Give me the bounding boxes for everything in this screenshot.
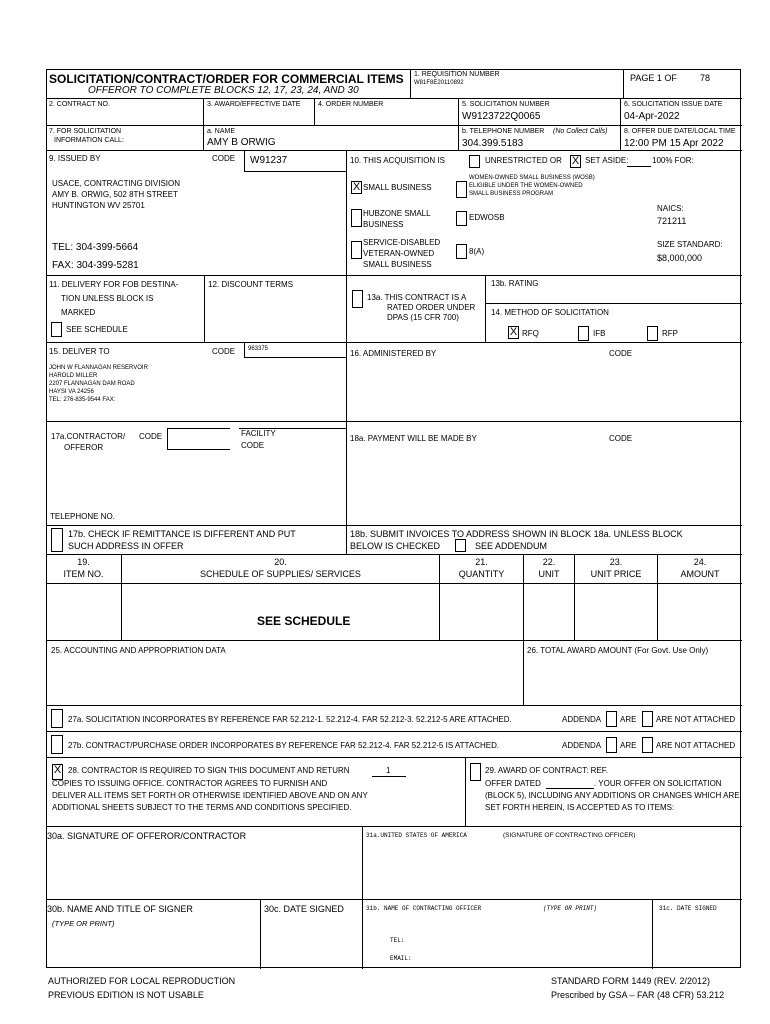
administered-by-cell xyxy=(346,342,742,422)
fob-see-schedule-label: SEE SCHEDULE xyxy=(66,325,128,334)
contact-phone-label: b. TELEPHONE NUMBER xyxy=(462,128,545,135)
offer-due-cell xyxy=(620,125,742,151)
eight-a-label: 8(A) xyxy=(469,247,485,256)
rating-label: 13b. RATING xyxy=(491,279,539,288)
27a-are-not-checkbox[interactable] xyxy=(642,711,653,727)
contact-phone-cell xyxy=(458,125,621,151)
page-cell xyxy=(623,69,742,99)
row-27b xyxy=(46,731,742,758)
page-total: 78 xyxy=(700,73,711,83)
addendum-label: SEE ADDENDUM xyxy=(475,541,548,551)
deliver-to-label: 15. DELIVER TO xyxy=(49,347,110,356)
signature-officer-cell xyxy=(362,826,742,900)
29-checkbox[interactable] xyxy=(470,763,481,781)
officer-name-label: 31b. NAME OF CONTRACTING OFFICER xyxy=(366,905,482,912)
col-unit xyxy=(523,554,575,584)
remittance-checkbox[interactable] xyxy=(51,528,63,552)
discount-label: 12. DISCOUNT TERMS xyxy=(208,280,294,289)
eight-a-checkbox[interactable] xyxy=(456,244,467,259)
deliver-to-code-value: 963375 xyxy=(248,346,269,352)
27a-are: ARE xyxy=(620,715,637,724)
28-line-1: 28. CONTRACTOR IS REQUIRED TO SIGN THIS DOCUMENT AND RETURN xyxy=(68,766,350,775)
invoice-line-1: 18b. SUBMIT INVOICES TO ADDRESS SHOWN IN BLOCK 18a. UNLESS BLOCK xyxy=(350,529,683,539)
name-title-type: (TYPE OR PRINT) xyxy=(52,919,115,928)
date-signed-label: 30c. DATE SIGNED xyxy=(264,904,344,914)
name-title-cell xyxy=(46,899,261,969)
28-copies: 1 xyxy=(386,766,391,775)
issue-date-label: 6. SOLICITATION ISSUE DATE xyxy=(624,101,723,108)
rated-cell xyxy=(346,275,486,343)
rfp-checkbox[interactable] xyxy=(647,326,658,341)
29-date-underline xyxy=(546,788,594,789)
col-item-no xyxy=(46,554,122,584)
issued-by-line-2: AMY B. ORWIG, 502 8TH STREET xyxy=(52,190,178,199)
administered-by-code-label: CODE xyxy=(609,349,633,358)
28-line-4: ADDITIONAL SHEETS SUBJECT TO THE TERMS AND CONDITIONS SPECIFIED. xyxy=(52,803,352,812)
method-label: 14. METHOD OF SOLICITATION xyxy=(491,308,609,317)
deliver-to-line-5: TEL: 276-835-9544 FAX: xyxy=(49,397,116,403)
issued-by-code-value: W91237 xyxy=(250,155,288,166)
rated-line-2: RATED ORDER UNDER xyxy=(387,303,476,312)
offer-due-value: 12:00 PM 15 Apr 2022 xyxy=(624,138,724,149)
requisition-value: W81F8E20110892 xyxy=(414,80,464,86)
small-business-checkbox[interactable]: X xyxy=(352,181,361,193)
set-aside-percent: 100% FOR: xyxy=(652,156,694,165)
deliver-to-line-3: 2207 FLANNAGAN DAM ROAD xyxy=(49,381,135,387)
wosb-line-1: WOMEN-OWNED SMALL BUSINESS (WOSB) xyxy=(469,175,595,181)
signature-officer-label: (SIGNATURE OF CONTRACTING OFFICER) xyxy=(503,832,636,839)
size-standard-label: SIZE STANDARD: xyxy=(657,240,723,249)
col-unit-price xyxy=(574,554,658,584)
form-subtitle: OFFEROR TO COMPLETE BLOCKS 12, 17, 23, 24, AND 30 xyxy=(88,85,359,96)
contact-phone-value: 304.399.5183 xyxy=(462,138,524,149)
payment-label: 18a. PAYMENT WILL BE MADE BY xyxy=(350,434,477,443)
27b-text: 27b. CONTRACT/PURCHASE ORDER INCORPORATES BY REFERENCE FAR 52.212-4. FAR 52.212-5 IS ATTACHED. xyxy=(68,741,500,750)
invoice-cell xyxy=(346,525,742,555)
total-award-cell xyxy=(523,640,742,706)
row-28-cell xyxy=(46,757,466,827)
col-amount-label: AMOUNT xyxy=(680,569,720,579)
row-27a xyxy=(46,705,742,732)
total-award-label: 26. TOTAL AWARD AMOUNT (For Govt. Use Only) xyxy=(527,646,709,655)
usa-label: 31a.UNITED STATES OF AMERICA xyxy=(366,832,467,839)
officer-email: EMAIL: xyxy=(390,955,412,962)
27b-are-not-checkbox[interactable] xyxy=(642,737,653,753)
schedule-unit-cell xyxy=(523,583,575,641)
contract-no-label: 2. CONTRACT NO. xyxy=(49,101,110,108)
27a-addenda: ADDENDA xyxy=(562,715,602,724)
28-copies-underline xyxy=(372,776,406,777)
fob-line-3: MARKED xyxy=(61,308,96,317)
issued-by-line-1: USACE, CONTRACTING DIVISION xyxy=(52,179,181,188)
award-date-cell xyxy=(203,98,315,126)
requisition-cell xyxy=(410,69,624,99)
officer-name-cell xyxy=(362,899,653,969)
acquisition-label: 10. THIS ACQUISITION IS xyxy=(350,156,445,165)
signature-offeror-label: 30a. SIGNATURE OF OFFEROR/CONTRACTOR xyxy=(47,831,247,841)
footer-left-2: PREVIOUS EDITION IS NOT USABLE xyxy=(48,990,204,1000)
issued-by-code-box xyxy=(244,151,347,172)
solicitation-form xyxy=(46,69,741,968)
contractor-code-label: CODE xyxy=(139,432,163,441)
naics-value: 721211 xyxy=(657,216,687,226)
remittance-line-2: SUCH ADDRESS IN OFFER xyxy=(68,541,184,551)
col-item-no-label: ITEM NO. xyxy=(63,569,104,579)
rated-line-3: DPAS (15 CFR 700) xyxy=(387,313,459,322)
col-quantity xyxy=(439,554,524,584)
col-unit-label: UNIT xyxy=(538,569,560,579)
deliver-to-line-2: HAROLD MILLER xyxy=(49,373,98,379)
method-cell xyxy=(485,303,742,343)
order-no-cell xyxy=(314,98,459,126)
wosb-line-3: SMALL BUSINESS PROGRAM xyxy=(469,191,554,197)
sdvosb-line-2: VETERAN-OWNED xyxy=(363,249,435,258)
set-aside-underline xyxy=(627,166,651,167)
contractor-code-box xyxy=(167,428,230,450)
issued-by-tel: TEL: 304-399-5664 xyxy=(52,242,139,253)
contractor-label-2: OFFEROR xyxy=(64,443,104,452)
wosb-checkbox[interactable] xyxy=(456,181,467,198)
edwosb-checkbox[interactable] xyxy=(456,211,467,226)
deliver-to-cell xyxy=(46,342,347,422)
order-no-label: 4. ORDER NUMBER xyxy=(318,101,384,108)
sdvosb-line-1: SERVICE-DISABLED xyxy=(363,238,441,247)
contractor-cell xyxy=(46,421,347,526)
name-title-label: 30b. NAME AND TITLE OF SIGNER xyxy=(47,904,193,914)
footer-left-1: AUTHORIZED FOR LOCAL REPRODUCTION xyxy=(48,976,236,986)
schedule-see-schedule: SEE SCHEDULE xyxy=(257,614,351,628)
naics-label: NAICS: xyxy=(657,204,684,213)
col-quantity-num: 21. xyxy=(475,557,488,567)
col-amount-num: 24. xyxy=(693,557,707,567)
accounting-cell xyxy=(46,640,524,706)
contact-name-label: a. NAME xyxy=(207,128,236,135)
29-line-2: OFFER DATED xyxy=(485,779,541,788)
solicitation-no-cell xyxy=(458,98,621,126)
footer-right-2: Prescribed by GSA – FAR (48 CFR) 53.212 xyxy=(551,990,725,1000)
award-date-label: 3. AWARD/EFFECTIVE DATE xyxy=(207,101,301,108)
page-label: PAGE 1 OF xyxy=(630,73,677,83)
unrestricted-label: UNRESTRICTED OR xyxy=(485,156,562,165)
issue-date-value: 04-Apr-2022 xyxy=(624,111,680,122)
schedule-amount-cell xyxy=(657,583,742,641)
contract-no-cell xyxy=(46,98,204,126)
payment-code-label: CODE xyxy=(609,434,633,443)
solicitation-info-cell xyxy=(46,125,204,151)
remittance-cell xyxy=(46,525,347,555)
facility-code-label-2: CODE xyxy=(241,441,265,450)
officer-tel: TEL: xyxy=(390,937,405,944)
col-quantity-label: QUANTITY xyxy=(458,569,505,579)
col-unit-num: 22. xyxy=(542,557,556,567)
issued-by-cell xyxy=(46,150,347,276)
footer-right-1: STANDARD FORM 1449 (REV. 2/2012) xyxy=(551,976,711,986)
set-aside-label: SET ASIDE: xyxy=(585,156,629,165)
col-unit-price-label: UNIT PRICE xyxy=(590,569,642,579)
fob-line-1: 11. DELIVERY FOR FOB DESTINA- xyxy=(49,280,179,289)
discount-cell xyxy=(204,275,347,343)
rating-cell xyxy=(485,275,742,304)
set-aside-checkbox[interactable]: X xyxy=(571,155,580,167)
col-amount xyxy=(657,554,742,584)
27b-checkbox[interactable] xyxy=(51,735,63,754)
wosb-line-2: ELIGIBLE UNDER THE WOMEN-OWNED xyxy=(469,183,583,189)
issued-by-label: 9. ISSUED BY xyxy=(49,154,101,163)
accounting-label: 25. ACCOUNTING AND APPROPRIATION DATA xyxy=(51,646,226,655)
rated-order-checkbox[interactable] xyxy=(352,290,363,308)
payment-cell xyxy=(346,421,742,526)
officer-date-cell xyxy=(652,899,742,969)
fob-line-2: TION UNLESS BLOCK IS xyxy=(61,294,154,303)
offer-due-label: 8. OFFER DUE DATE/LOCAL TIME xyxy=(624,128,736,135)
title-cell xyxy=(46,69,411,99)
solicitation-no-value: W9123722Q0065 xyxy=(462,111,541,122)
27a-checkbox[interactable] xyxy=(51,709,63,728)
facility-code-label-1: FACILITY xyxy=(241,429,276,438)
fob-see-schedule-checkbox[interactable] xyxy=(51,322,62,337)
unrestricted-checkbox[interactable] xyxy=(469,155,480,168)
invoice-line-2: BELOW IS CHECKED xyxy=(350,541,441,551)
small-business-label: SMALL BUSINESS xyxy=(363,183,432,192)
schedule-unit-price-cell xyxy=(574,583,658,641)
issued-by-code-label: CODE xyxy=(212,154,236,163)
27a-text: 27a. SOLICITATION INCORPORATES BY REFERENCE FAR 52.212-1. 52.212-4. FAR 52.212-3. 52.212-5 ARE ATTACHED. xyxy=(68,715,512,724)
col-unit-price-num: 23. xyxy=(609,557,623,567)
contractor-telephone: TELEPHONE NO. xyxy=(50,512,115,521)
rfq-label: RFQ xyxy=(522,329,539,338)
officer-name-type: (TYPE OR PRINT) xyxy=(543,905,598,912)
deliver-to-line-1: JOHN W FLANNAGAN RESERVOIR xyxy=(49,365,148,371)
addendum-checkbox[interactable] xyxy=(455,539,466,552)
form-title: SOLICITATION/CONTRACT/ORDER FOR COMMERCIAL ITEMS xyxy=(49,72,404,86)
deliver-to-code-box xyxy=(244,343,347,358)
requisition-label: 1. REQUISITION NUMBER xyxy=(414,71,500,78)
fob-cell xyxy=(46,275,205,343)
rfp-label: RFP xyxy=(662,329,678,338)
ifb-label: IFB xyxy=(593,329,606,338)
facility-code-box xyxy=(239,428,346,449)
27a-are-checkbox[interactable] xyxy=(606,711,617,727)
col-supplies-label: SCHEDULE OF SUPPLIES/ SERVICES xyxy=(200,569,361,579)
28-checkbox[interactable]: X xyxy=(52,764,63,780)
schedule-item-cell xyxy=(46,583,122,641)
rfq-checkbox[interactable]: X xyxy=(509,326,518,338)
date-signed-cell xyxy=(260,899,363,969)
officer-date-label: 31c. DATE SIGNED xyxy=(659,905,717,912)
schedule-quantity-cell xyxy=(439,583,524,641)
27a-are-not: ARE NOT ATTACHED xyxy=(656,715,736,724)
sdvosb-checkbox[interactable] xyxy=(351,241,362,259)
29-line-2b: . YOUR OFFER ON SOLICITATION xyxy=(594,779,722,788)
acquisition-cell xyxy=(346,150,742,276)
27b-are: ARE xyxy=(620,741,637,750)
col-supplies-num: 20. xyxy=(274,557,287,567)
27b-are-not: ARE NOT ATTACHED xyxy=(656,741,736,750)
solicitation-info-label-2: INFORMATION CALL: xyxy=(54,137,124,144)
27b-are-checkbox[interactable] xyxy=(606,737,617,753)
hubzone-line-1: HUBZONE SMALL xyxy=(363,209,431,218)
contractor-label-1: 17a.CONTRACTOR/ xyxy=(51,432,126,441)
solicitation-info-label-1: 7. FOR SOLICITATION xyxy=(49,128,122,135)
deliver-to-code-label: CODE xyxy=(212,347,236,356)
size-standard-value: $8,000,000 xyxy=(657,253,703,263)
29-line-3: (BLOCK 5), INCLUDING ANY ADDITIONS OR CHANGES WHICH ARE xyxy=(485,791,740,800)
issued-by-fax: FAX: 304-399-5281 xyxy=(52,260,139,271)
29-line-1: 29. AWARD OF CONTRACT: REF. xyxy=(485,766,608,775)
28-line-2: COPIES TO ISSUING OFFICE. CONTRACTOR AGREES TO FURNISH AND xyxy=(52,779,328,788)
hubzone-line-2: BUSINESS xyxy=(363,220,404,229)
hubzone-checkbox[interactable] xyxy=(351,209,362,227)
contact-name-value: AMY B ORWIG xyxy=(207,137,276,148)
29-line-4: SET FORTH HEREIN, IS ACCEPTED AS TO ITEMS: xyxy=(485,803,675,812)
schedule-supplies-cell xyxy=(121,583,440,641)
issue-date-cell xyxy=(620,98,742,126)
solicitation-no-label: 5. SOLICITATION NUMBER xyxy=(462,101,550,108)
28-line-3: DELIVER ALL ITEMS SET FORTH OR OTHERWISE IDENTIFIED ABOVE AND ON ANY xyxy=(52,791,368,800)
edwosb-label: EDWOSB xyxy=(469,213,505,222)
row-29-cell xyxy=(465,757,742,827)
rated-line-1: 13a. THIS CONTRACT IS A xyxy=(367,293,467,302)
col-supplies xyxy=(121,554,440,584)
27b-addenda: ADDENDA xyxy=(562,741,602,750)
remittance-line-1: 17b. CHECK IF REMITTANCE IS DIFFERENT AND PUT xyxy=(68,529,296,539)
issued-by-line-3: HUNTINGTON WV 25701 xyxy=(52,201,145,210)
sdvosb-line-3: SMALL BUSINESS xyxy=(363,260,432,269)
ifb-checkbox[interactable] xyxy=(578,326,589,341)
contact-name-cell xyxy=(203,125,459,151)
col-item-no-num: 19. xyxy=(77,557,90,567)
signature-offeror-cell xyxy=(46,826,363,900)
contact-phone-note: (No Collect Calls) xyxy=(553,128,608,135)
deliver-to-line-4: HAYSI VA 24256 xyxy=(49,389,94,395)
administered-by-label: 16. ADMINISTERED BY xyxy=(350,349,437,358)
